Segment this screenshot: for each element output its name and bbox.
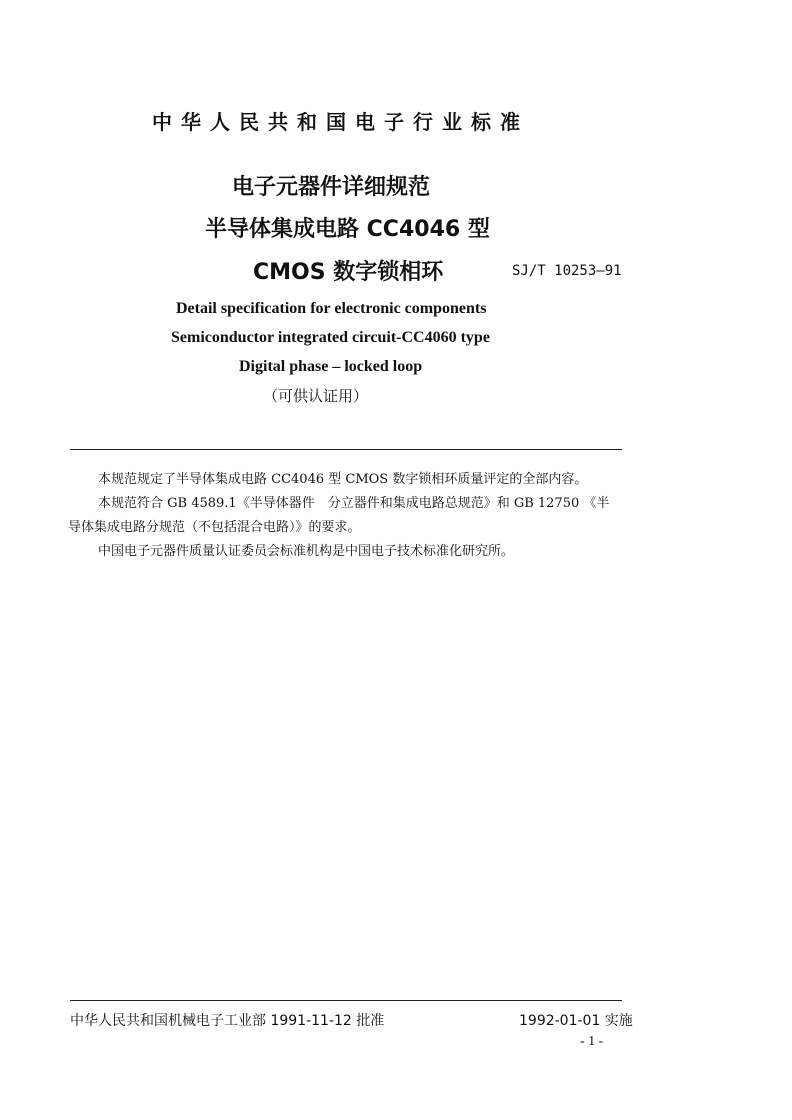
title-cn-line2: 半导体集成电路 CC4046 型 — [205, 217, 490, 242]
paragraph-conformance-line1: 本规范符合 GB 4589.1《半导体器件 分立器件和集成电路总规范》和 GB 12750 《半 — [98, 496, 610, 511]
title-en-line3: Digital phase – locked loop — [239, 358, 423, 375]
top-divider — [70, 449, 622, 450]
title-cn-line3: CMOS 数字锁相环 — [253, 260, 444, 285]
effective-date: 1992-01-01 实施 — [519, 1013, 633, 1029]
approval-line: 中华人民共和国机械电子工业部 1991-11-12 批准 — [70, 1013, 385, 1029]
certification-note: （可供认证用） — [263, 387, 369, 405]
paragraph-scope: 本规范规定了半导体集成电路 CC4046 型 CMOS 数字锁相环质量评定的全部内容。 — [98, 472, 588, 487]
page-number: - 1 - — [580, 1034, 604, 1049]
issuer-heading: 中华人民共和国电子行业标准 — [152, 110, 529, 134]
title-en-line1: Detail specification for electronic components — [176, 300, 487, 317]
paragraph-authority: 中国电子元器件质量认证委员会标准机构是中国电子技术标准化研究所。 — [98, 544, 515, 559]
standard-number: SJ/T 10253—91 — [512, 263, 622, 279]
bottom-divider — [70, 1000, 622, 1001]
title-cn-line1: 电子元器件详细规范 — [232, 175, 431, 200]
title-en-line2: Semiconductor integrated circuit-CC4060 type — [171, 329, 490, 346]
paragraph-conformance-line2: 导体集成电路分规范（不包括混合电路）》的要求。 — [68, 520, 361, 535]
